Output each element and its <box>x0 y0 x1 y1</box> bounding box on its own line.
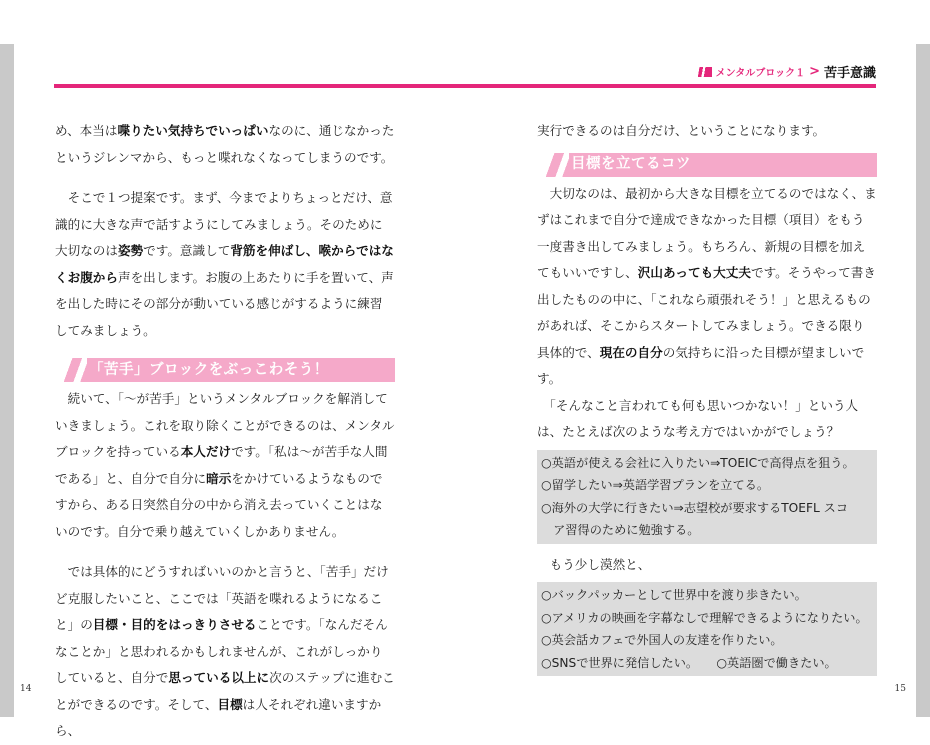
page-number: 15 <box>894 684 906 694</box>
paragraph: 大切なのは、最初から大きな目標を立てるのではなく、まずはこれまで自分で達成できなかった目標（項目）をもう一度書き出してみましょう。もちろん、新規の目標を加えてもいいですし、沢山あっても大丈夫です。そうやって書き出したものの中に、「これなら頑張れそう！」と思えるものがあれば、そこからスタートしてみましょう。できる限り具体的で、現在の自分の気持ちに沿った目標が望ましいです。 <box>537 185 877 386</box>
page-number: 14 <box>20 684 32 694</box>
right-page-body <box>537 118 877 684</box>
header-chapter: 苦手意識 <box>823 66 876 81</box>
paragraph: め、本当は喋りたい気持ちでいっぱいなのに、通じなかったというジレンマから、もっと喋れなくなってしまうのです。 <box>55 123 395 165</box>
section-title: 目標を立てるコツ <box>571 156 691 173</box>
list-item: ○アメリカの映画を字幕なしで理解できるようになりたい。 <box>541 610 868 625</box>
list-item: ○英語が使える会社に入りたい⇒TOEICで高得点を狙う。 <box>541 455 855 470</box>
example-box <box>537 450 877 544</box>
slash-icon <box>555 153 569 177</box>
left-page-body <box>55 118 395 745</box>
section-heading <box>55 358 395 382</box>
list-item: ○SNSで世界に発信したい。 ○英語圏で働きたい。 <box>541 655 837 670</box>
example-box <box>537 582 877 676</box>
list-item: ○バックパッカーとして世界中を渡り歩きたい。 <box>541 588 807 602</box>
running-header <box>54 60 876 92</box>
section-heading <box>537 153 877 177</box>
header-label: メンタルブロック１ <box>715 68 806 79</box>
paragraph: では具体的にどうすればいいのかと言うと、「苦手」だけど克服したいこと、ここでは「英語を喋れるようになること」の目標・目的をはっきりさせることです。「なんだそんなことか」と思われるかもしれませんが、これがしっかりしていると、自分で思っている以上に次のステップに進むことができるのです。そして、目標は人それぞれ違いますから、 <box>55 564 395 738</box>
header-rule <box>54 84 876 88</box>
paragraph: 実行できるのは自分だけ、ということになります。 <box>537 123 826 138</box>
header-separator: > <box>809 64 820 79</box>
stripe-icon <box>694 67 712 77</box>
list-item: ○海外の大学に行きたい⇒志望校が要求するTOEFL スコ <box>541 500 849 515</box>
paragraph: 「そんなこと言われても何も思いつかない！」という人は、たとえば次のような考え方ではいかがでしょう？ <box>537 397 859 439</box>
paragraph: そこで１つ提案です。まず、今までよりちょっとだけ、意識的に大きな声で話すようにしてみましょう。そのために大切なのは姿勢です。意識して背筋を伸ばし、喉からではなくお腹から声を出します。お腹の上あたりに手を置いて、声を出した時にその部分が動いている感じがするように練習してみましょう。 <box>55 190 394 338</box>
slash-icon <box>73 358 87 382</box>
header-title <box>694 62 876 81</box>
section-title: 「苦手」ブロックをぶっこわそう！ <box>89 361 329 378</box>
list-item: ○留学したい⇒英語学習プランを立てる。 <box>541 478 770 492</box>
left-page-edge <box>0 44 14 717</box>
paragraph: 続いて、「〜が苦手」というメンタルブロックを解消していきましょう。これを取り除くことができるのは、メンタルブロックを持っている本人だけです。「私は〜が苦手な人間である」と、自分で自分に暗示をかけているようなものですから、ある日突然自分の中から消え去っていくことはないのです。自分で乗り越えていくしかありません。 <box>55 391 395 539</box>
list-item: ア習得のために勉強する。 <box>541 523 700 537</box>
paragraph: もう少し漠然と、 <box>549 556 651 572</box>
right-page-edge <box>916 44 930 717</box>
list-item: ○英会話カフェで外国人の友達を作りたい。 <box>541 633 783 647</box>
